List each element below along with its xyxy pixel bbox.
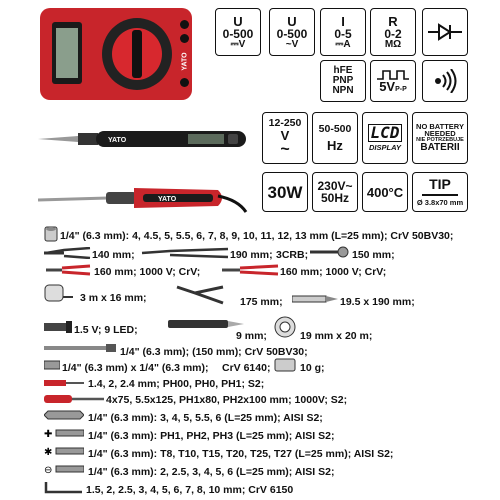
item-insulated-pliers: 160 mm; 1000 V; CrV; [94,266,201,278]
insulated-pliers-icon [44,264,92,276]
insulated-cutter-icon [220,264,280,276]
utility-knife-icon [292,295,338,303]
spec-tester-voltage: 12-250 V ~ [262,112,308,164]
spec-diode [422,8,468,56]
voltage-tester-image [38,128,248,150]
multimeter-screen [52,22,82,84]
adapter-icon [44,360,60,370]
item-insulated-cutter: 160 mm; 1000 V; CrV; [280,266,387,278]
insulating-tape-icon [274,316,296,338]
phillips-bit-icon [44,428,84,438]
multimeter-knob [132,30,142,78]
spec-dc-current: I 0-5 ⎓A [320,8,366,56]
soldering-logo: YATO [158,196,177,203]
svg-text:⊖: ⊖ [44,465,53,474]
cutter-knife-icon [168,318,244,330]
item-flat-bits: 1/4" (6.3 mm): 2, 2.5, 3, 4, 5, 6 (L=25 mm); AISI S2; [88,466,335,478]
item-screwdrivers: 4x75, 5.5x125, PH1x80, PH2x100 mm; 1000V; S2; [106,394,348,406]
wire-stripper-icon [175,283,225,307]
multimeter-image [40,8,192,100]
long-pliers-icon [140,247,230,259]
spec-temperature: 400°C [362,172,408,212]
spec-mains: 230V~ 50Hz [312,172,358,212]
flat-bit-icon [44,464,84,474]
spec-dc-voltage: U 0-500 ⎓V [215,8,261,56]
item-insulating-tape: 19 mm x 20 m; [300,330,373,342]
hex-bit-icon [44,410,84,420]
precision-screwdriver-icon [44,376,84,390]
screwdriver-icon [44,392,104,406]
svg-text:✱: ✱ [44,447,53,456]
spec-hfe: hFE PNP NPN [320,60,366,102]
item-phillips-bits: 1/4" (6.3 mm): PH1, PH2, PH3 (L=25 mm); AISI S2; [88,430,335,442]
item-wrench: 150 mm; [352,249,395,261]
item-solder: 10 g; [300,362,325,374]
flashlight-icon [44,321,72,333]
spec-no-battery: NO BATTERY NEEDED NIE POTRZEBUJE BATERII [412,112,468,164]
spec-ac-voltage: U 0-500 ~V [269,8,315,56]
spec-tip: TIP Ø 3.8x70 mm [412,172,468,212]
tape-measure-icon [44,283,74,303]
item-flashlight: 1.5 V; 9 LED; [74,324,138,336]
sound-wave-icon [430,69,460,93]
wrench-icon [310,246,350,258]
multimeter-logo: YATO [181,52,189,71]
item-adapter: 1/4" (6.3 mm) x 1/4" (6.3 mm); [62,362,209,374]
item-hex-bits: 1/4" (6.3 mm): 3, 4, 5, 5.5, 6 (L=25 mm); AISI S2; [88,412,323,424]
jack-icon [180,78,189,87]
diode-icon [428,22,462,42]
soldering-iron-image [38,178,248,218]
spec-continuity [422,60,468,102]
jack-icon [180,34,189,43]
item-sockets: 1/4" (6.3 mm): 4, 4.5, 5, 5.5, 6, 7, 8, 9, 10, 11, 12, 13 mm (L=25 mm); CrV 50BV30; [60,230,454,242]
spec-lcd-display: LCD DISPLAY [362,112,408,164]
pliers-icon [44,247,92,259]
hex-key-icon [44,480,84,494]
item-crv-6140: CrV 6140; [222,362,271,374]
item-cutter-knife: 9 mm; [236,330,267,342]
socket-icon [44,226,58,242]
spec-resistance: R 0-2 MΩ [370,8,416,56]
item-pliers-190: 190 mm; [230,249,273,261]
svg-text:✚: ✚ [44,429,53,438]
item-hex-keys: 1.5, 2, 2.5, 3, 4, 5, 6, 7, 8, 10 mm; CrV 6150 [86,484,294,496]
tester-logo: YATO [108,137,127,144]
jack-icon [180,20,189,29]
item-knife: 19.5 x 190 mm; [340,296,415,308]
item-wire-stripper: 175 mm; [240,296,283,308]
item-tape-measure: 3 m x 16 mm; [80,292,147,304]
torx-bit-icon [44,446,84,456]
item-pliers-140: 140 mm; [92,249,135,261]
item-torx-bits: 1/4" (6.3 mm): T8, T10, T15, T20, T25, T27 (L=25 mm); AISI S2; [88,448,394,460]
solder-wire-icon [274,358,296,372]
extension-bar-icon [44,344,116,352]
spec-tester-frequency: 50-500 Hz [312,112,358,164]
spec-power: 30W [262,172,308,212]
item-precision-screwdrivers: 1.4, 2, 2.4 mm; PH00, PH0, PH1; S2; [88,378,265,390]
item-extension-bar: 1/4" (6.3 mm); (150 mm); CrV 50BV30; [120,346,308,358]
spec-square-wave: 5VP-P [370,60,416,102]
item-3crb: 3CRB; [276,249,309,261]
